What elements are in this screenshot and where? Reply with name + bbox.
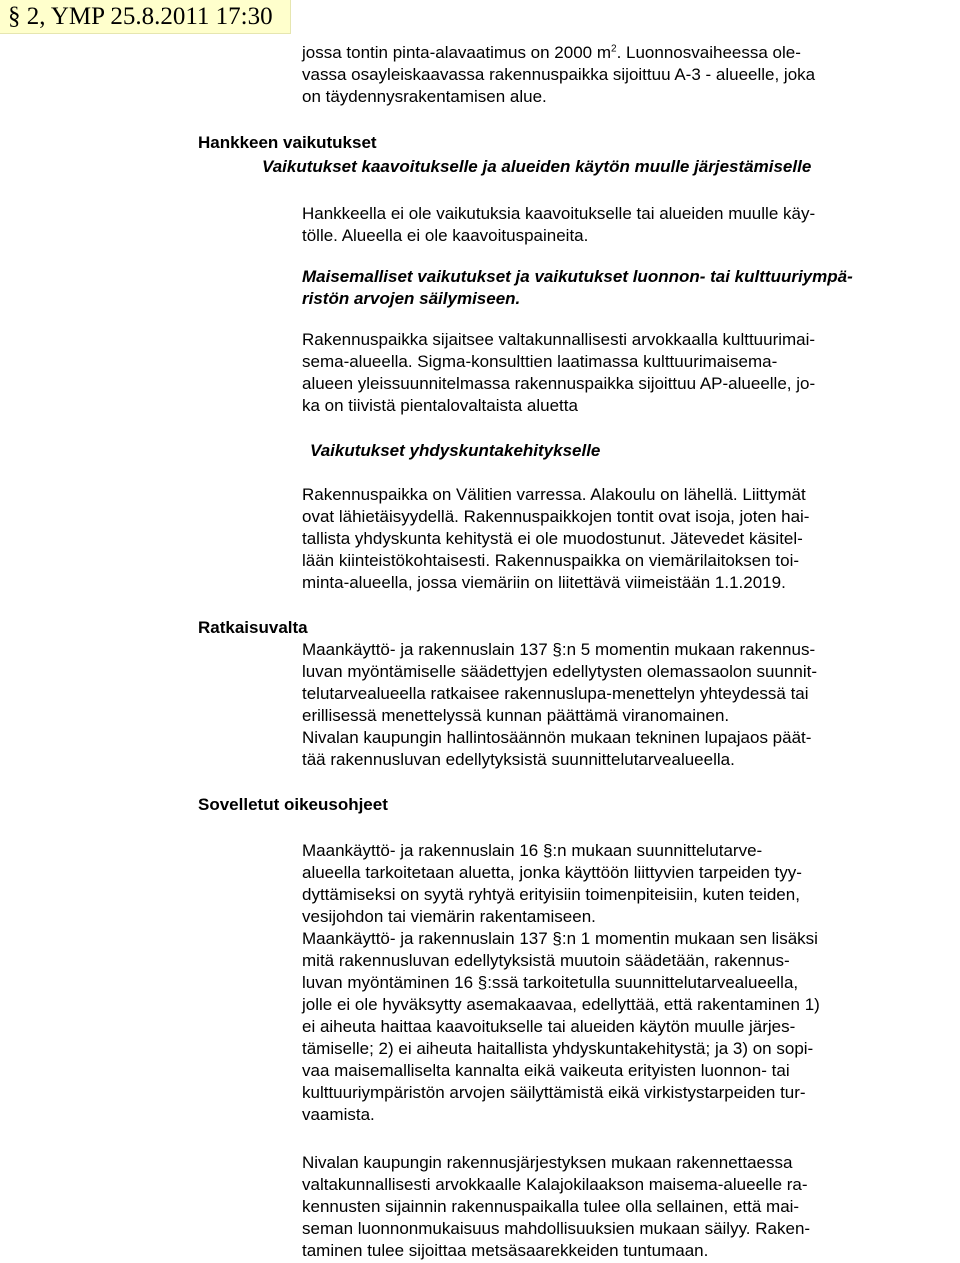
intro-paragraph: [302, 42, 902, 108]
community-impacts-subheading: Vaikutukset yhdyskuntakehitykselle: [310, 441, 601, 460]
intro-line-3: on täydennysrakentamisen alue.: [302, 87, 547, 106]
planning-impacts-subheading: Vaikutukset kaavoitukselle ja alueiden käytön muulle järjestämiselle: [262, 157, 812, 176]
document-header: § 2, YMP 25.8.2011 17:30: [8, 3, 273, 30]
impacts-heading: Hankkeen vaikutukset: [198, 133, 377, 152]
planning-impacts-paragraph: Hankkeella ei ole vaikutuksia kaavoitukselle tai alueiden muulle käy- tölle. Alueella ei ole kaavoituspaineita.: [302, 204, 816, 245]
header-band: [0, 0, 291, 34]
applied-law-paragraph: Maankäyttö- ja rakennuslain 16 §:n mukaan suunnittelutarve- alueella tarkoitetaan aluetta, jonka käyttöön liittyvien tarpeiden tyy- dyttämiseksi on syytä ryhtyä erityisiin toimenpiteisiin, kuten teiden, vesijohdon tai viemärin rakentamiseen. Maankäyttö- ja rakennuslain 137 §:n 1 momentin mukaan sen lisäksi mitä rakennusluvan edellytyksistä muutoin säädetään, rakennus- luvan myöntäminen 16 §:ssä tarkoitetulla suunnittelutarvealueella, jolle ei ole hyväksytty asemakaavaa, edellyttää, että rakentaminen 1) ei aiheuta haittaa kaavoitukselle tai alueiden käytön muulle järjes- tämiselle; 2) ei aiheuta haitallista yhdyskuntakehitystä; ja 3) on sopi- vaa maisemalliselta kannalta eikä vaikeuta erityisten luonnon- tai kulttuuriympäristön arvojen säilyttämistä eikä virkistystarpeiden tur- vaamista.: [302, 841, 820, 1124]
intro-line-2: vassa osayleiskaavassa rakennuspaikka sijoittuu A-3 - alueelle, joka: [302, 65, 816, 84]
building-ordinance-paragraph: Nivalan kaupungin rakennusjärjestyksen mukaan rakennettaessa valtakunnallisesti arvokkaalle Kalajokilaakson maisema-alueelle ra- kennusten sijainnin rakennuspaikalla tulee olla sellainen, että mai- seman luonnonmukaisuus mahdollisuuksien mukaan säilyy. Raken- taminen tulee sijoittaa metsäsaarekkeiden tuntumaan.: [302, 1153, 811, 1260]
applied-law-heading: Sovelletut oikeusohjeet: [198, 795, 388, 814]
landscape-impacts-heading: Maisemalliset vaikutukset ja vaikutukset luonnon- tai kulttuuriympä- ristön arvojen säilymiseen.: [302, 267, 853, 308]
community-impacts-paragraph: Rakennuspaikka on Välitien varressa. Alakoulu on lähellä. Liittymät ovat lähietäisyydellä. Rakennuspaikkojen tontit ovat isoja, joten hai- tallista yhdyskunta kehitystä ei ole muodostunut. Jätevedet käsitel- lään kiinteistökohtaisesti. Rakennuspaikka on viemärilaitoksen toi- minta-alueella, jossa viemäriin on liitettävä viimeistään 1.1.2019.: [302, 485, 810, 592]
decision-authority-paragraph: Maankäyttö- ja rakennuslain 137 §:n 5 momentin mukaan rakennus- luvan myöntämiselle säädettyjen edellytysten olemassaolon suunnit- telutarvealueella ratkaisee rakennuslupa-menettelyn yhteydessä tai erillisessä menettelyssä kunnan päättämä viranomainen. Nivalan kaupungin hallintosäännön mukaan tekninen lupajaos päät- tää rakennusluvan edellytyksistä suunnittelutarvealueella.: [302, 640, 818, 769]
superscript: 2: [611, 43, 617, 55]
landscape-impacts-paragraph: Rakennuspaikka sijaitsee valtakunnallisesti arvokkaalla kulttuurimai- sema-alueella. Sigma-konsulttien laatimassa kulttuurimaisema- alueen yleissuunnitelmassa rakennuspaikka sijoittuu AP-alueelle, jo- ka on tiivistä pientalovaltaista aluetta: [302, 330, 816, 415]
intro-line-1: jossa tontin pinta-alavaatimus on 2000 $m^2$. Luonnosvaiheessa ole-: [302, 43, 801, 62]
decision-authority-heading: Ratkaisuvalta: [198, 618, 308, 637]
